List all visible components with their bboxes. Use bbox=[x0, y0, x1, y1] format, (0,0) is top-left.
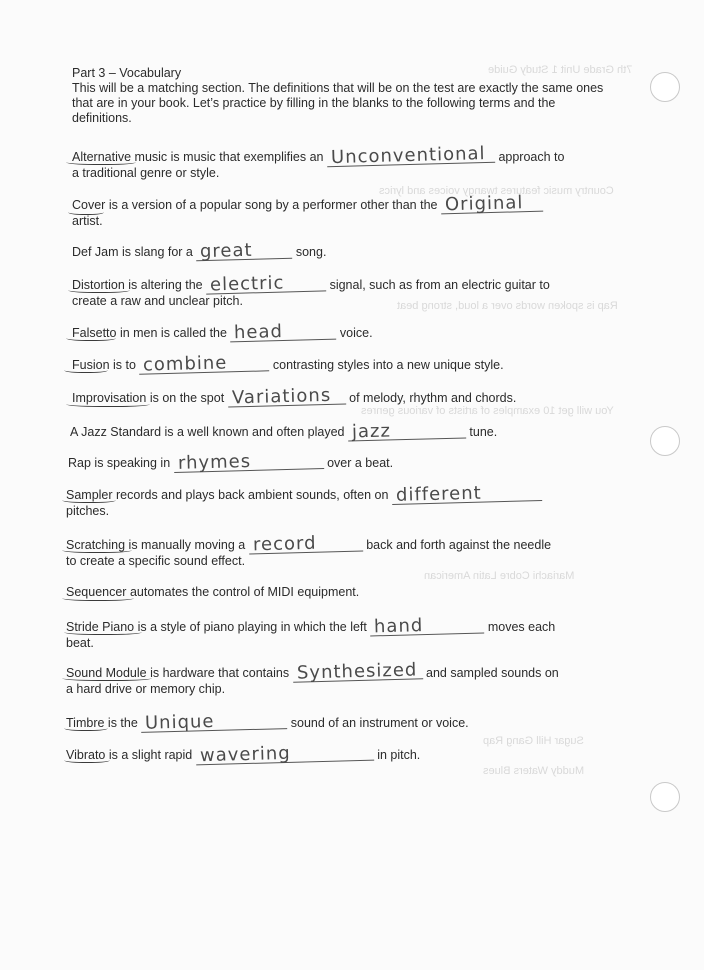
underline-mark bbox=[62, 496, 116, 503]
bleed-through-text: Rap is spoken words over a loud, strong beat bbox=[397, 300, 618, 312]
handwritten-answer[interactable]: record bbox=[249, 535, 363, 555]
definition-text: approach to bbox=[494, 150, 565, 164]
vocab-item bbox=[72, 239, 632, 263]
vocab-item bbox=[66, 710, 626, 734]
definition-text-line2: a hard drive or memory chip. bbox=[66, 682, 226, 696]
vocab-term: Timbre bbox=[66, 716, 105, 730]
handwritten-answer[interactable]: Variations bbox=[227, 387, 345, 407]
definition-text-line2: a traditional genre or style. bbox=[72, 166, 220, 180]
bleed-through-text: You will get 10 examples of artists of various genres bbox=[361, 405, 614, 417]
underline-mark bbox=[66, 400, 150, 407]
handwritten-answer[interactable]: Unique bbox=[141, 712, 287, 733]
underline-mark bbox=[64, 628, 142, 635]
underline-mark bbox=[68, 208, 104, 215]
definition-text: over a beat. bbox=[323, 456, 394, 470]
underline-mark bbox=[64, 366, 108, 373]
underline-mark bbox=[62, 594, 134, 601]
definition-text: in men is called the bbox=[116, 326, 231, 340]
vocab-term: Rap bbox=[68, 456, 91, 470]
section-instructions: This will be a matching section. The definitions that will be on the test are exactly the same ones that are in your book. Let’s practice by filling in the blanks to the following terms and the definitions. bbox=[72, 81, 604, 125]
vocab-term: Cover bbox=[72, 198, 106, 212]
definition-text-line2: beat. bbox=[66, 636, 94, 650]
definition-text: of melody, rhythm and chords. bbox=[345, 391, 517, 405]
vocab-item bbox=[72, 192, 632, 229]
definition-text-line2: to create a specific sound effect. bbox=[66, 554, 246, 568]
definition-text: is slang for a bbox=[118, 245, 197, 259]
vocab-item bbox=[68, 450, 628, 474]
definition-text: tune. bbox=[465, 425, 498, 439]
bleed-through-text: Sugar Hill Gang Rap bbox=[483, 735, 584, 747]
definition-text: voice. bbox=[336, 326, 373, 340]
bleed-through-text: Country music features twangy voices and lyrics bbox=[379, 185, 614, 197]
handwritten-answer[interactable]: electric bbox=[206, 274, 326, 294]
vocab-term: Distortion bbox=[72, 278, 125, 292]
definition-text: and sampled sounds on bbox=[422, 666, 559, 680]
punch-hole bbox=[650, 72, 680, 102]
underline-mark bbox=[66, 158, 136, 165]
vocab-term: Def Jam bbox=[72, 245, 119, 259]
vocab-item bbox=[66, 584, 626, 600]
vocab-term: Sampler bbox=[66, 488, 113, 502]
handwritten-answer[interactable]: combine bbox=[139, 354, 269, 374]
vocab-item bbox=[72, 384, 632, 409]
definition-text: signal, such as from an electric guitar to bbox=[326, 278, 550, 292]
vocab-item bbox=[66, 615, 626, 651]
vocab-item bbox=[72, 321, 632, 344]
definition-text: back and forth against the needle bbox=[362, 538, 552, 552]
underline-mark bbox=[64, 724, 108, 731]
punch-hole bbox=[650, 426, 680, 456]
definition-text: A Jazz Standard is a well known and often played bbox=[70, 425, 348, 439]
underline-mark bbox=[62, 546, 132, 553]
handwritten-answer[interactable]: Unconventional bbox=[327, 146, 495, 167]
definition-text-line2: create a raw and unclear pitch. bbox=[72, 294, 243, 308]
handwritten-answer[interactable]: wavering bbox=[196, 744, 374, 766]
definition-text: sound of an instrument or voice. bbox=[287, 716, 469, 730]
definition-text: is a style of piano playing in which the left bbox=[134, 620, 371, 634]
handwritten-answer[interactable]: jazz bbox=[348, 421, 466, 441]
bleed-through-text: Muddy Waters Blues bbox=[482, 765, 584, 777]
vocab-term: Sequencer bbox=[66, 585, 127, 599]
definition-text: records and plays back ambient sounds, often on bbox=[112, 488, 392, 502]
underline-mark bbox=[62, 674, 152, 681]
vocab-term: Improvisation bbox=[72, 391, 147, 405]
definition-text: is the bbox=[104, 716, 142, 730]
vocab-item bbox=[66, 532, 626, 569]
definition-text: is altering the bbox=[124, 278, 207, 292]
vocab-term: Vibrato bbox=[66, 748, 106, 762]
definition-text: is a version of a popular song by a performer other than the bbox=[105, 198, 441, 212]
underline-mark bbox=[68, 286, 130, 293]
definition-text: is a slight rapid bbox=[105, 748, 196, 762]
vocab-item bbox=[72, 352, 632, 376]
bleed-through-text: 7th Grade Unit 1 Study Guide bbox=[487, 64, 632, 76]
definition-text: is hardware that contains bbox=[146, 666, 293, 680]
handwritten-answer[interactable]: rhymes bbox=[173, 452, 323, 473]
punch-hole bbox=[650, 782, 680, 812]
section-header bbox=[72, 66, 612, 126]
definition-text: contrasting styles into a new unique style. bbox=[269, 358, 504, 372]
handwritten-answer[interactable]: great bbox=[196, 242, 292, 262]
definition-text: music is music that exemplifies an bbox=[131, 150, 327, 164]
handwritten-answer[interactable]: Synthesized bbox=[292, 662, 422, 682]
vocab-term: Falsetto bbox=[72, 326, 117, 340]
vocab-item bbox=[70, 420, 630, 443]
vocab-term: Scratching bbox=[66, 538, 126, 552]
vocab-term: Sound Module bbox=[66, 666, 147, 680]
vocab-term: Alternative bbox=[72, 150, 132, 164]
vocab-item bbox=[66, 482, 626, 519]
definition-text: automates the control of MIDI equipment. bbox=[126, 585, 360, 599]
definition-text-line2: pitches. bbox=[66, 504, 110, 518]
vocab-item bbox=[72, 143, 632, 181]
definition-text: is on the spot bbox=[146, 391, 228, 405]
section-title: Part 3 – Vocabulary bbox=[72, 66, 182, 80]
definition-text: song. bbox=[292, 245, 327, 259]
definition-text: is to bbox=[109, 358, 140, 372]
bleed-through-text: Mariachi Cobre Latin American bbox=[423, 570, 574, 582]
vocab-item bbox=[66, 742, 626, 767]
handwritten-answer[interactable]: Original bbox=[441, 195, 543, 215]
handwritten-answer[interactable]: different bbox=[392, 484, 542, 505]
handwritten-answer[interactable]: head bbox=[230, 323, 336, 343]
underline-mark bbox=[66, 334, 116, 341]
definition-text: is manually moving a bbox=[125, 538, 249, 552]
underline-mark bbox=[64, 756, 110, 763]
vocab-term: Fusion bbox=[72, 358, 110, 372]
handwritten-answer[interactable]: hand bbox=[370, 617, 484, 637]
definition-text-line2: artist. bbox=[72, 214, 103, 228]
vocab-item bbox=[66, 659, 626, 697]
definition-text: in pitch. bbox=[373, 748, 421, 762]
definition-text: moves each bbox=[484, 620, 556, 634]
vocab-item bbox=[72, 272, 632, 309]
vocab-term: Stride Piano bbox=[66, 620, 135, 634]
definition-text: is speaking in bbox=[90, 456, 174, 470]
